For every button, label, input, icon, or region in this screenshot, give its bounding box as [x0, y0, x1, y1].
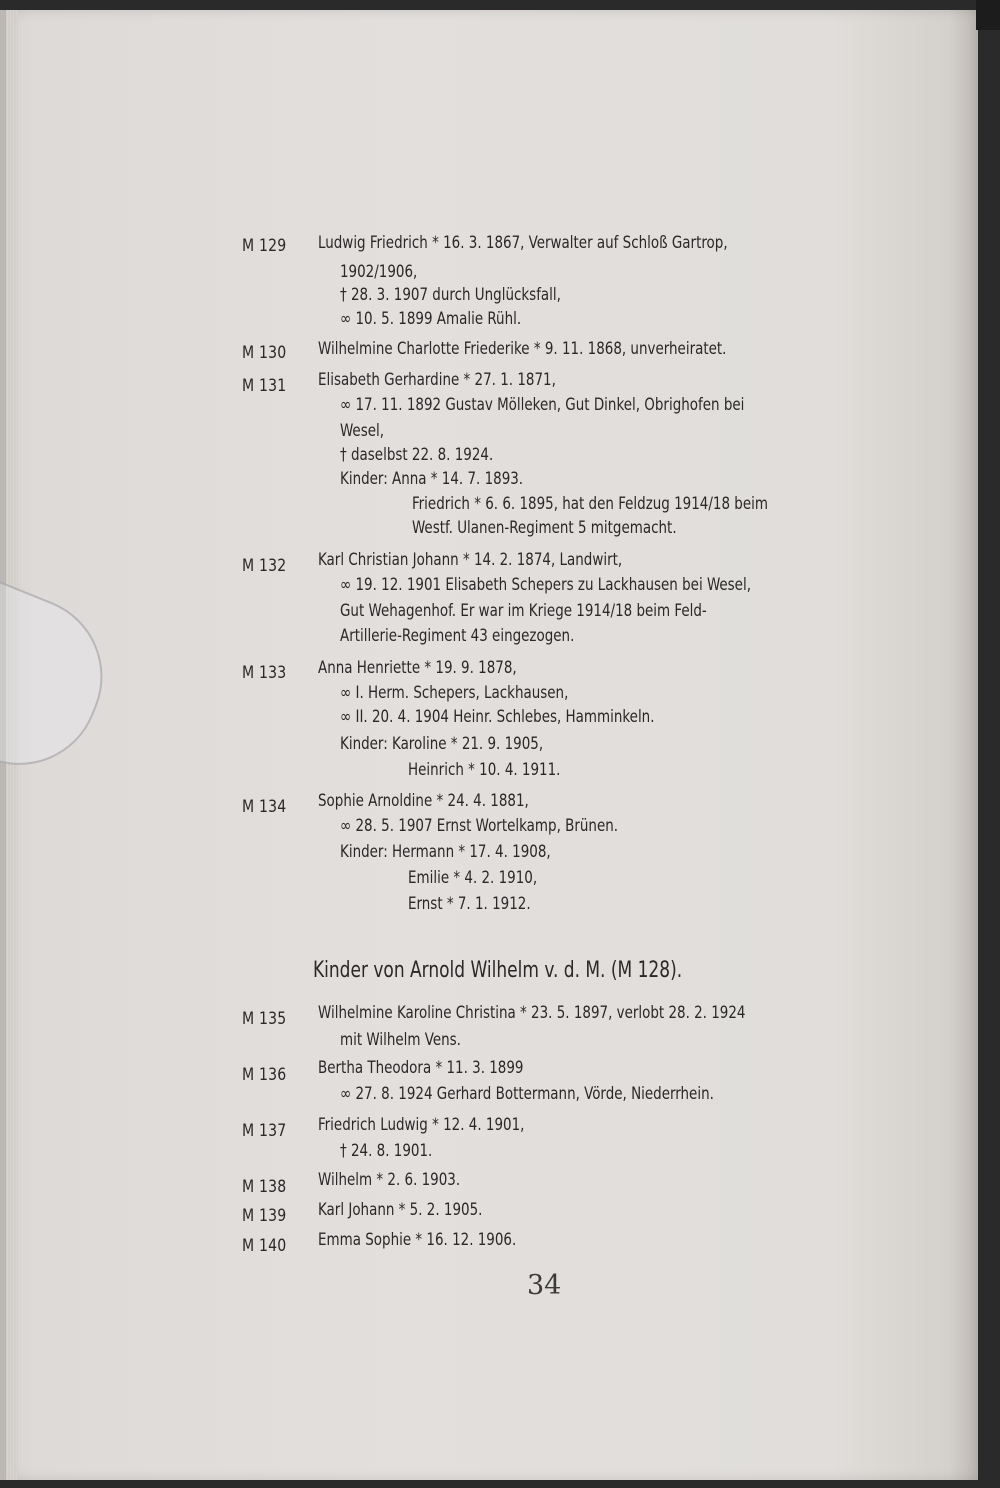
entry-line: ∞ II. 20. 4. 1904 Heinr. Schlebes, Hamminkeln. [340, 707, 655, 727]
entry-line: Elisabeth Gerhardine * 27. 1. 1871, [318, 370, 556, 390]
entry-line: † 28. 3. 1907 durch Unglücksfall, [340, 285, 561, 305]
entry-line: Kinder: Anna * 14. 7. 1893. [340, 469, 524, 489]
entry-line: ∞ 28. 5. 1907 Ernst Wortelkamp, Brünen. [340, 816, 619, 836]
entry-line: Bertha Theodora * 11. 3. 1899 [318, 1058, 524, 1078]
entry-number: M 137 [242, 1121, 287, 1141]
entry-line: Heinrich * 10. 4. 1911. [408, 760, 561, 780]
entry-line: Kinder: Hermann * 17. 4. 1908, [340, 842, 551, 862]
entry-line: Westf. Ulanen-Regiment 5 mitgemacht. [412, 518, 677, 538]
entry-line: 1902/1906, [340, 262, 418, 282]
entry-line: Emma Sophie * 16. 12. 1906. [318, 1230, 517, 1250]
entry-number: M 134 [242, 797, 287, 817]
entry-line: ∞ 17. 11. 1892 Gustav Mölleken, Gut Dinkel, Obrighofen bei [340, 395, 745, 415]
entry-line: Sophie Arnoldine * 24. 4. 1881, [318, 791, 529, 811]
entry-line: mit Wilhelm Vens. [340, 1030, 461, 1050]
entry-line: Friedrich Ludwig * 12. 4. 1901, [318, 1115, 525, 1135]
entry-line: ∞ I. Herm. Schepers, Lackhausen, [340, 683, 569, 703]
entry-line: Ludwig Friedrich * 16. 3. 1867, Verwalter auf Schloß Gartrop, [318, 233, 728, 253]
entry-line: Karl Christian Johann * 14. 2. 1874, Landwirt, [318, 550, 623, 570]
entry-line: Wilhelmine Karoline Christina * 23. 5. 1897, verlobt 28. 2. 1924 [318, 1003, 746, 1023]
entry-line: Karl Johann * 5. 2. 1905. [318, 1200, 483, 1220]
entry-line: † daselbst 22. 8. 1924. [340, 445, 494, 465]
entry-line: ∞ 19. 12. 1901 Elisabeth Schepers zu Lackhausen bei Wesel, [340, 575, 751, 595]
entry-number: M 135 [242, 1009, 287, 1029]
section-heading: Kinder von Arnold Wilhelm v. d. M. (M 128). [313, 958, 683, 983]
page-number: 34 [527, 1270, 562, 1301]
entry-number: M 139 [242, 1206, 287, 1226]
entry-line: Artillerie-Regiment 43 eingezogen. [340, 626, 575, 646]
entry-number: M 136 [242, 1065, 287, 1085]
entry-line: Emilie * 4. 2. 1910, [408, 868, 538, 888]
entry-number: M 132 [242, 556, 287, 576]
entry-line: ∞ 10. 5. 1899 Amalie Rühl. [340, 309, 522, 329]
entry-line: Wesel, [340, 421, 385, 441]
scan-background [976, 0, 1000, 30]
entry-number: M 129 [242, 236, 287, 256]
entry-number: M 131 [242, 376, 287, 396]
entry-number: M 133 [242, 663, 287, 683]
entry-line: Ernst * 7. 1. 1912. [408, 894, 531, 914]
entry-line: Gut Wehagenhof. Er war im Kriege 1914/18 beim Feld- [340, 601, 707, 621]
entry-line: Kinder: Karoline * 21. 9. 1905, [340, 734, 544, 754]
entry-line: Friedrich * 6. 6. 1895, hat den Feldzug 1914/18 beim [412, 494, 768, 514]
entry-line: ∞ 27. 8. 1924 Gerhard Bottermann, Vörde, Niederrhein. [340, 1084, 714, 1104]
entry-number: M 138 [242, 1177, 287, 1197]
entry-number: M 140 [242, 1236, 287, 1256]
entry-line: Anna Henriette * 19. 9. 1878, [318, 658, 517, 678]
entry-number: M 130 [242, 343, 287, 363]
entry-line: Wilhelm * 2. 6. 1903. [318, 1170, 461, 1190]
entry-line: † 24. 8. 1901. [340, 1141, 433, 1161]
entry-line: Wilhelmine Charlotte Friederike * 9. 11. 1868, unverheiratet. [318, 339, 727, 359]
